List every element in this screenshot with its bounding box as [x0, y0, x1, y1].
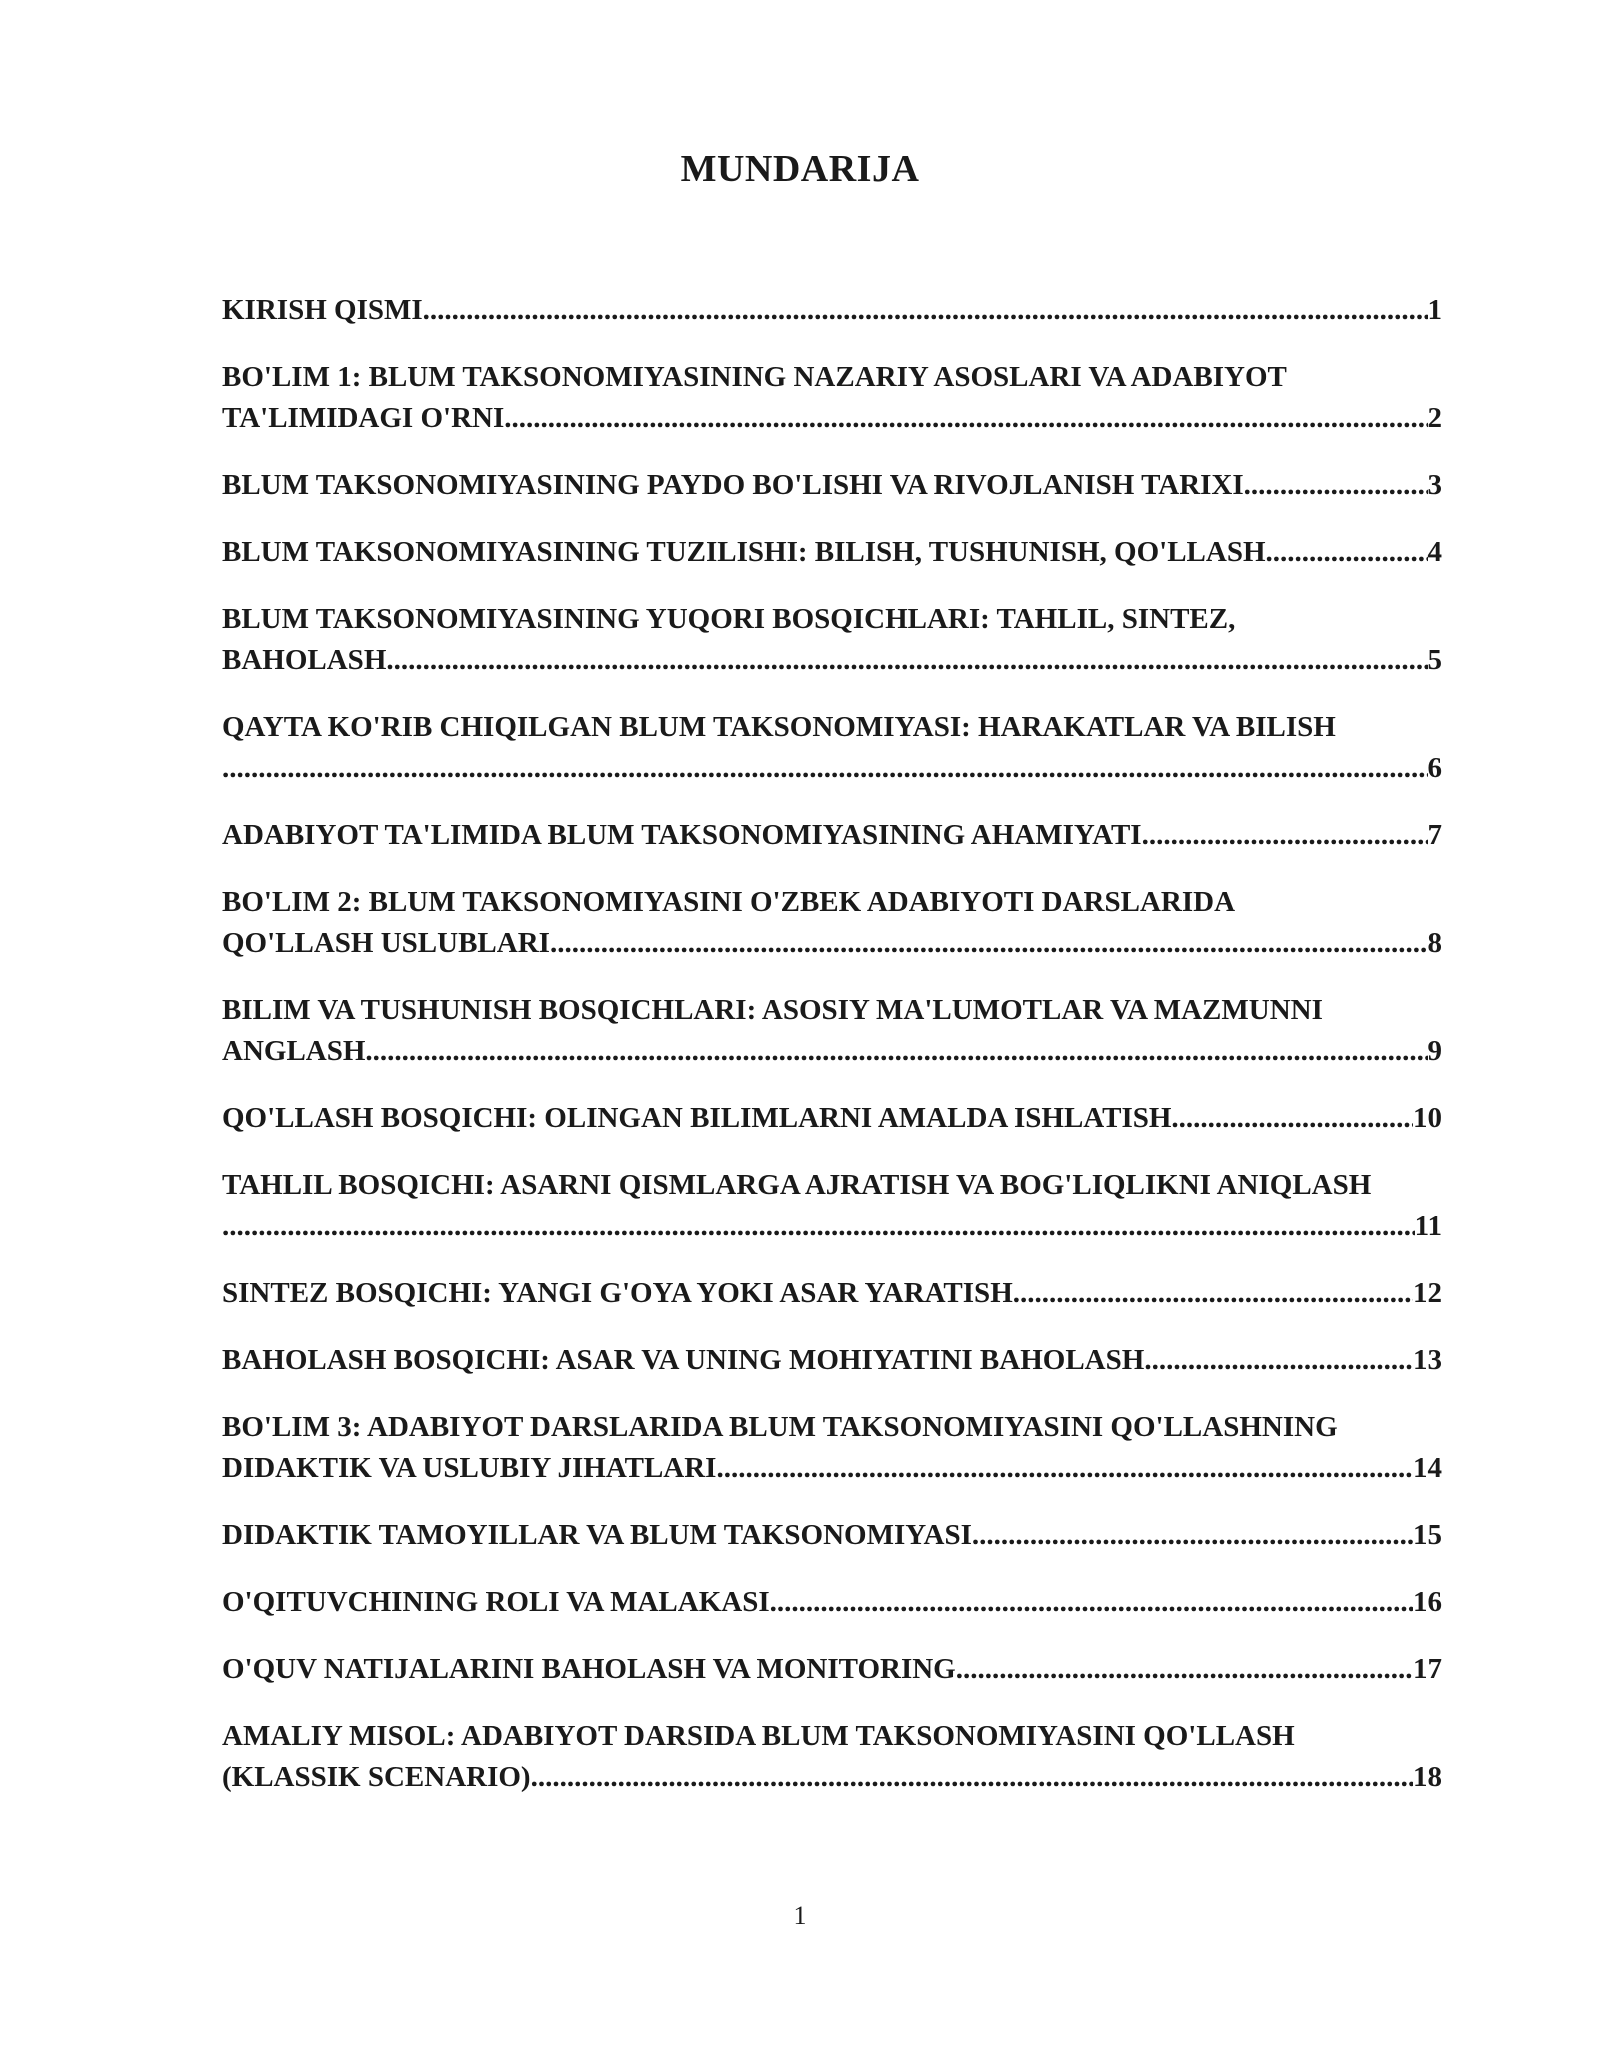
toc-entry-leader-line	[222, 923, 1442, 964]
toc-dot-leader	[222, 748, 1428, 789]
toc-entry-leader-line	[222, 1582, 1442, 1623]
toc-entry-title-line: BO'LIM 1: BLUM TAKSONOMIYASINING NAZARIY ASOSLARI VA ADABIYOT	[222, 361, 1287, 393]
toc-entry-page-number: 8	[1427, 927, 1442, 959]
toc-entry-page-number: 3	[1427, 469, 1442, 501]
toc-dot-leader	[972, 1515, 1413, 1556]
toc-entry-leader-line	[222, 290, 1442, 331]
toc-entry-title: QO'LLASH USLUBLARI	[222, 927, 550, 959]
toc-dot-leader	[716, 1448, 1413, 1489]
toc-entry[interactable]	[222, 990, 1442, 1072]
toc-entry[interactable]	[222, 1165, 1442, 1247]
toc-dot-leader	[386, 640, 1427, 681]
toc-entry-leader-line	[222, 465, 1442, 506]
toc-entry-page-number: 11	[1414, 1210, 1442, 1242]
toc-entry-leader-line	[222, 815, 1442, 856]
toc-dot-leader	[531, 1757, 1413, 1798]
toc-entry-leader-line	[222, 640, 1442, 681]
toc-entry-title: BAHOLASH BOSQICHI: ASAR VA UNING MOHIYATINI BAHOLASH	[222, 1344, 1145, 1376]
toc-entry-page-number: 6	[1427, 752, 1442, 784]
toc-entry[interactable]	[222, 1407, 1442, 1489]
toc-dot-leader	[1171, 1098, 1413, 1139]
toc-entry[interactable]	[222, 1716, 1442, 1798]
toc-entry[interactable]	[222, 707, 1442, 789]
toc-entry-leader-line	[222, 748, 1442, 789]
toc-entry-page-number: 14	[1413, 1452, 1442, 1484]
toc-entry-leader-line	[222, 398, 1442, 439]
toc-entry-title-line: BLUM TAKSONOMIYASINING YUQORI BOSQICHLARI: TAHLIL, SINTEZ,	[222, 603, 1236, 635]
toc-entry[interactable]	[222, 1582, 1442, 1623]
toc-entry-page-number: 5	[1427, 644, 1442, 676]
toc-entry-title: BLUM TAKSONOMIYASINING TUZILISHI: BILISH, TUSHUNISH, QO'LLASH	[222, 536, 1266, 568]
toc-entry-leader-line	[222, 1206, 1442, 1247]
toc-entry[interactable]	[222, 1649, 1442, 1690]
toc-dot-leader	[222, 1206, 1415, 1247]
toc-entry-title: BAHOLASH	[222, 644, 387, 676]
toc-entry-page-number: 7	[1427, 819, 1442, 851]
toc-entry-title-line: BO'LIM 2: BLUM TAKSONOMIYASINI O'ZBEK ADABIYOTI DARSLARIDA	[222, 886, 1236, 918]
toc-entry[interactable]	[222, 882, 1442, 964]
toc-entry-leader-line	[222, 1515, 1442, 1556]
toc-entry[interactable]	[222, 1273, 1442, 1314]
toc-entry-title: DIDAKTIK VA USLUBIY JIHATLARI	[222, 1452, 717, 1484]
toc-entry-leader-line	[222, 1273, 1442, 1314]
toc-entry-title: KIRISH QISMI	[222, 294, 423, 326]
toc-entry-title-line: AMALIY MISOL: ADABIYOT DARSIDA BLUM TAKSONOMIYASINI QO'LLASH	[222, 1720, 1295, 1752]
toc-dot-leader	[1244, 465, 1428, 506]
page-title: MUNDARIJA	[680, 148, 920, 190]
toc-entry[interactable]	[222, 815, 1442, 856]
toc-entry[interactable]	[222, 1515, 1442, 1556]
toc-entry-page-number: 4	[1427, 536, 1442, 568]
toc-entry-title: ANGLASH	[222, 1035, 366, 1067]
toc-entry[interactable]	[222, 357, 1442, 439]
toc-entry[interactable]	[222, 465, 1442, 506]
page-number: 1	[793, 1901, 807, 1930]
toc-entry[interactable]	[222, 532, 1442, 573]
toc-entry-leader-line	[222, 1757, 1442, 1798]
toc-entry-page-number: 2	[1427, 402, 1442, 434]
toc-dot-leader	[956, 1649, 1413, 1690]
toc-entry-title: O'QITUVCHINING ROLI VA MALAKASI	[222, 1586, 770, 1618]
toc-entry[interactable]	[222, 290, 1442, 331]
toc-entry-leader-line	[222, 1448, 1442, 1489]
toc-entry-leader-line	[222, 532, 1442, 573]
toc-entry-title: O'QUV NATIJALARINI BAHOLASH VA MONITORING	[222, 1653, 956, 1685]
toc-dot-leader	[770, 1582, 1413, 1623]
toc-entry-leader-line	[222, 1031, 1442, 1072]
toc-dot-leader	[550, 923, 1428, 964]
toc-entry-title: ADABIYOT TA'LIMIDA BLUM TAKSONOMIYASINING AHAMIYATI	[222, 819, 1142, 851]
toc-entry[interactable]	[222, 599, 1442, 681]
toc-entry-page-number: 13	[1413, 1344, 1442, 1376]
toc-entry-page-number: 12	[1413, 1277, 1442, 1309]
toc-entry-page-number: 9	[1427, 1035, 1442, 1067]
toc-entry-title-line: TAHLIL BOSQICHI: ASARNI QISMLARGA AJRATISH VA BOG'LIQLIKNI ANIQLASH	[222, 1169, 1372, 1201]
toc-dot-leader	[504, 398, 1427, 439]
toc-entry[interactable]	[222, 1098, 1442, 1139]
toc-entry-title-line: BILIM VA TUSHUNISH BOSQICHLARI: ASOSIY MA'LUMOTLAR VA MAZMUNNI	[222, 994, 1323, 1026]
toc-entry-page-number: 1	[1427, 294, 1442, 326]
toc-dot-leader	[423, 290, 1428, 331]
toc-entry-title: (KLASSIK SCENARIO)	[222, 1761, 531, 1793]
toc-entry-leader-line	[222, 1098, 1442, 1139]
toc-entry-title-line: BO'LIM 3: ADABIYOT DARSLARIDA BLUM TAKSONOMIYASINI QO'LLASHNING	[222, 1411, 1338, 1443]
toc-dot-leader	[365, 1031, 1427, 1072]
toc-entry-page-number: 10	[1413, 1102, 1442, 1134]
toc-dot-leader	[1266, 532, 1428, 573]
toc-entry-page-number: 17	[1413, 1653, 1442, 1685]
toc-entry-leader-line	[222, 1340, 1442, 1381]
toc-entry-page-number: 16	[1413, 1586, 1442, 1618]
toc-entry-title: QO'LLASH BOSQICHI: OLINGAN BILIMLARNI AMALDA ISHLATISH	[222, 1102, 1172, 1134]
toc-dot-leader	[1144, 1340, 1413, 1381]
toc-entry-title: BLUM TAKSONOMIYASINING PAYDO BO'LISHI VA RIVOJLANISH TARIXI	[222, 469, 1244, 501]
toc-entry-leader-line	[222, 1649, 1442, 1690]
toc-entry-page-number: 15	[1413, 1519, 1442, 1551]
toc-entry-title-line: QAYTA KO'RIB CHIQILGAN BLUM TAKSONOMIYASI: HARAKATLAR VA BILISH	[222, 711, 1336, 743]
toc-entry-title: TA'LIMIDAGI O'RNI	[222, 402, 505, 434]
toc-entry-title: DIDAKTIK TAMOYILLAR VA BLUM TAKSONOMIYASI	[222, 1519, 972, 1551]
toc-entry[interactable]	[222, 1340, 1442, 1381]
toc-dot-leader	[1013, 1273, 1413, 1314]
toc-entry-title: SINTEZ BOSQICHI: YANGI G'OYA YOKI ASAR YARATISH	[222, 1277, 1013, 1309]
toc-dot-leader	[1142, 815, 1428, 856]
table-of-contents	[222, 290, 1442, 1824]
toc-entry-page-number: 18	[1413, 1761, 1442, 1793]
